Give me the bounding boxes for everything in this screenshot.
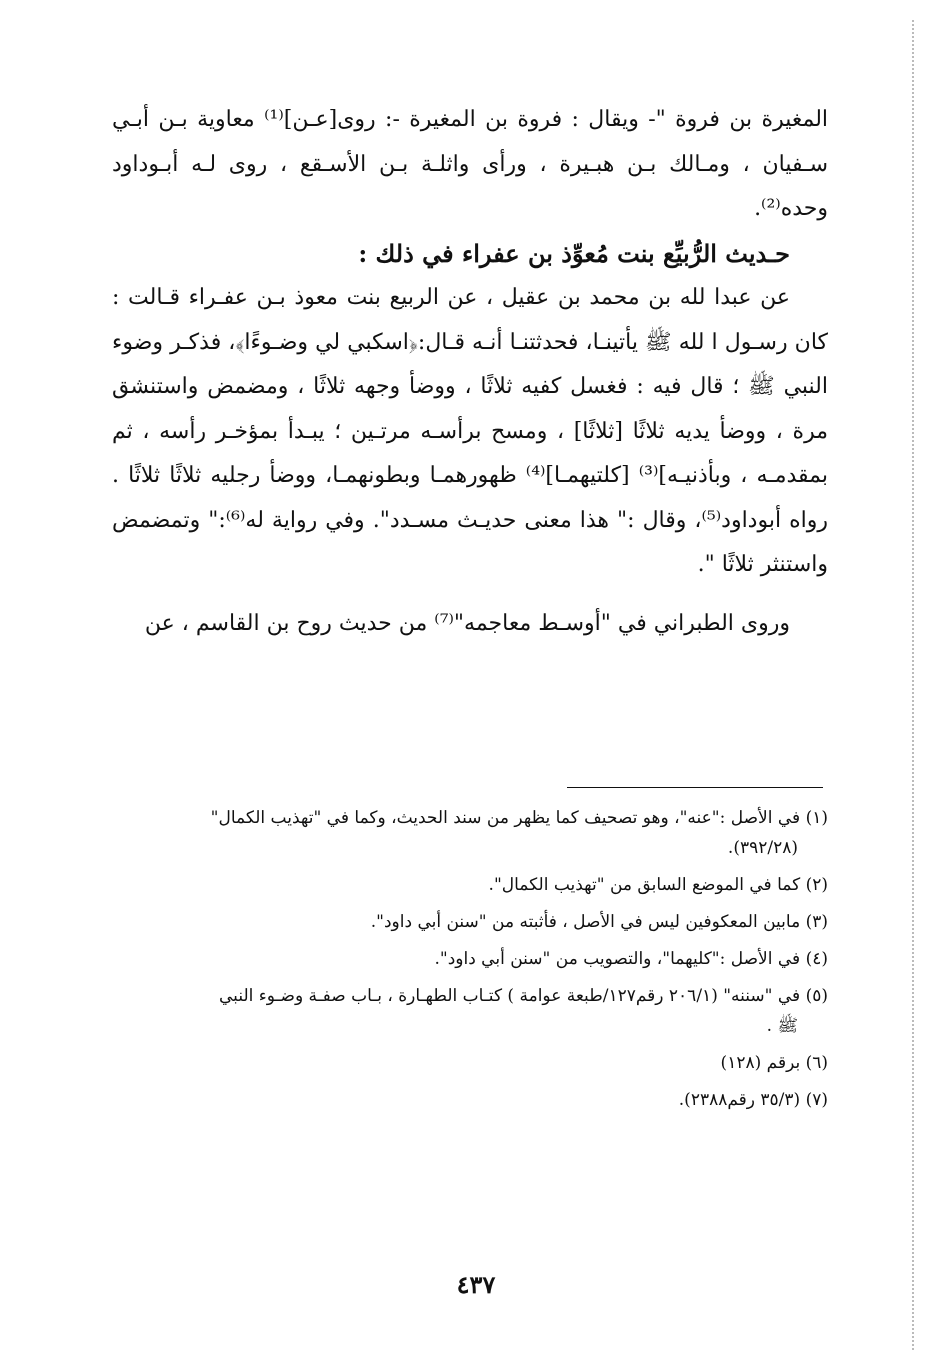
footnote-5 xyxy=(112,981,828,1041)
dotted-margin-line xyxy=(912,20,914,1350)
footnote-text: (٣) مابين المعكوفين ليس في الأصل ، فأثبته من "سنن أبي داود". xyxy=(370,912,828,932)
section-heading: حـديث الرُّبيِّع بنت مُعوِّذ بن عفراء في ذلك : xyxy=(358,238,790,268)
footnote-text: (٢) كما في الموضع السابق من "تهذيب الكمال". xyxy=(488,875,828,895)
footnote-2 xyxy=(112,870,828,900)
footnote-6 xyxy=(112,1048,828,1078)
footnote-text: (١) في الأصل :"عنه"، وهو تصحيف كما يظهر من سند الحديث، وكما في "تهذيب الكمال" xyxy=(210,808,828,828)
paragraph-2: عن عبدا لله بن محمد بن عقيل ، عن الربيع بنت معوذ بـن عفـراء قـالت : كان رسـول ا لله ﷺ يأتينـا، فحدثتنـا أنـه قـال:﴿اسكبي لي وضـوءًا﴾، فذكـر وضوء النبي ﷺ ؛ قال فيه : فغسل كفيه ثلاثًا ، ووضأ وجهه ثلاثًا ، ومضمض واستنشق مرة ، ووضأ يديه ثلاثًا [ثلاثًا] ، ومسح برأسـه مرتـين ؛ يبـدأ بمؤخـر رأسه ، ثم بمقدمـه ، وبأذنيـه]⁽³⁾ [كلتيهمـا]⁽⁴⁾ ظهورهمـا وبطونهمـا، ووضأ رجليه ثلاثًا ثلاثًا . رواه أبوداود⁽⁵⁾، وقال :" هذا معنى حديـث مسـدد". وفي رواية له⁽⁶⁾:" وتمضمض واستنثر ثلاثًا ". xyxy=(112,285,828,577)
footnotes xyxy=(112,803,828,1122)
footnote-separator xyxy=(567,787,823,788)
footnote-3 xyxy=(112,907,828,937)
paragraph-3: وروى الطبراني في "أوسـط معاجمه"⁽⁷⁾ من حديث روح بن القاسم ، عن xyxy=(144,610,790,636)
footnote-text: (٦) برقم (١٢٨) xyxy=(720,1053,828,1073)
footnote-4 xyxy=(112,944,828,974)
footnote-continuation: ﷺ . xyxy=(766,1016,798,1036)
footnote-text: (٧) (٣٥/٣ رقم٢٣٨٨). xyxy=(678,1090,828,1110)
footnote-continuation: (٣٩٢/٢٨). xyxy=(727,838,798,858)
footnote-7 xyxy=(112,1085,828,1115)
footnote-1 xyxy=(112,803,828,863)
footnote-text: (٤) في الأصل :"كليهما"، والتصويب من "سنن أبي داود". xyxy=(434,949,828,969)
footnote-text: (٥) في "سننه" (٢٠٦/١ رقم١٢٧/طبعة عوامة ) كتـاب الطهـارة ، بـاب صفـة وضـوء النبي xyxy=(219,986,828,1006)
paragraph-1: المغيرة بن فروة "- ويقال : فروة بن المغيرة -: روى[عـن]⁽¹⁾ معاوية بـن أبـي سـفيان ، ومـالك بـن هبـيرة ، ورأى واثلـة بـن الأسـقع ، روى لـه أبـوداود وحده⁽²⁾. xyxy=(112,107,829,221)
page-number: ٤٣٧ xyxy=(456,1270,496,1299)
main-text xyxy=(112,98,828,646)
